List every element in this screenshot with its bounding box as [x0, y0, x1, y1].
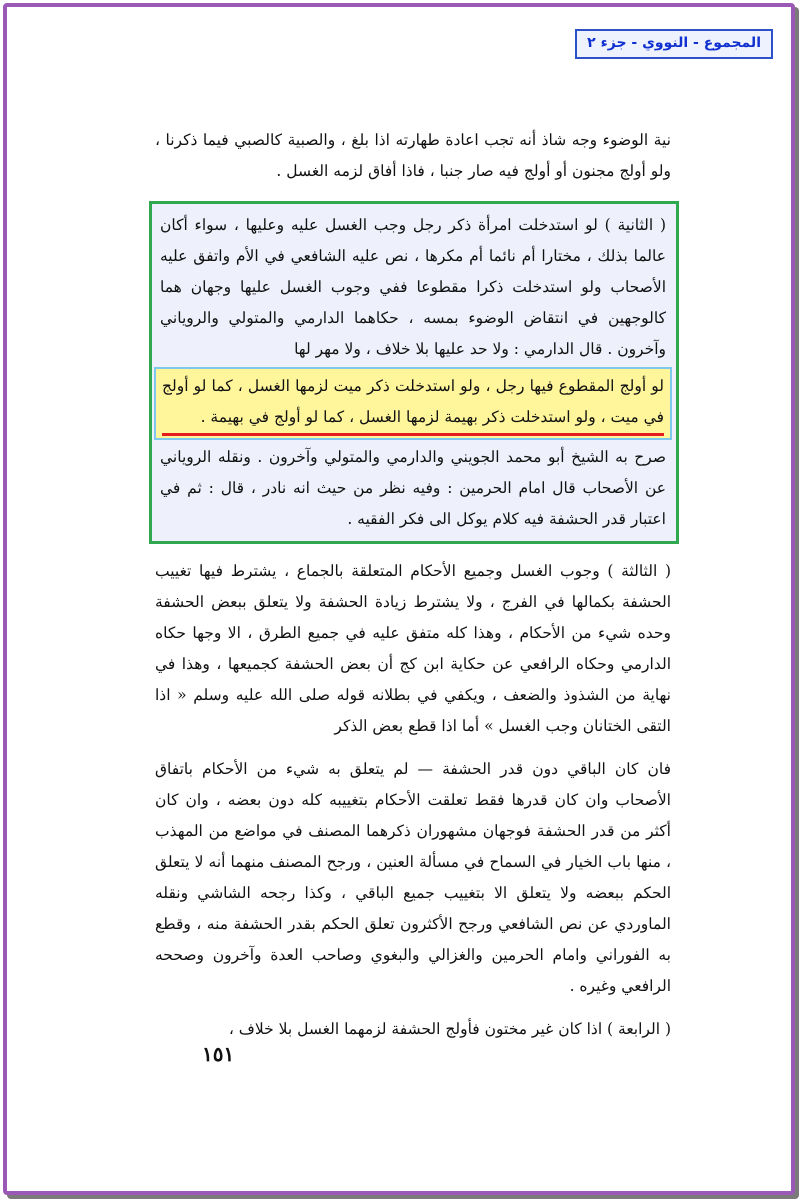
- red-underline: [162, 433, 664, 436]
- second-issue-continuation: صرح به الشيخ أبو محمد الجويني والدارمي والمتولي وآخرون . ونقله الروياني عن الأصحاب قال امام الحرمين : وفيه نظر من حيث انه نادر ، قال : ثم في اعتبار قدر الحشفة فيه كلام يوكل الى فكر الفقيه .: [160, 448, 666, 528]
- third-issue-paragraph: ( الثالثة ) وجوب الغسل وجميع الأحكام المتعلقة بالجماع ، يشترط فيها تغييب الحشفة بكمالها في الفرج ، ولا يشترط زيادة الحشفة ولا يتعلق ببعض الحشفة وحده شيء من الأحكام ، وهذا كله متفق عليه في جميع الطرق ، الا وجها حكاه الدارمي وحكاه الرافعي عن حكاية ابن كج أن بعض الحشفة كجميعها ، وهذا في نهاية من الشذوذ والضعف ، ويكفي في بطلانه قوله صلى الله عليه وسلم « اذا التقى الختانان وجب الغسل » أما اذا قطع بعض الذكر: [155, 562, 671, 735]
- book-title-badge: المجموع - النووي - جزء ٢: [575, 29, 773, 59]
- highlighted-text: لو أولج المقطوع فيها رجل ، ولو استدخلت ذكر ميت لزمها الغسل ، كما لو أولج في ميت ، ولو استدخلت ذكر بهيمة لزمها الغسل ، كما لو أولج في بهيمة .: [162, 377, 664, 426]
- intro-paragraph: نية الوضوء وجه شاذ أنه تجب اعادة طهارته اذا بلغ ، والصبية كالصبي فيما ذكرنا ، ولو أولج مجنون أو أولج فيه صار جنبا ، فاذا أفاق لزمه الغسل .: [155, 131, 671, 180]
- third-issue-paragraph-2: فان كان الباقي دون قدر الحشفة — لم يتعلق به شيء من الأحكام باتفاق الأصحاب وان كان قدرها فقط تعلقت الأحكام بتغييبه كله دون بعضه ، وان كان أكثر من قدر الحشفة فوجهان مشهوران ذكرهما المصنف في مواضع من المهذب ، منها باب الخيار في السماح في مسألة العنين ، ورجح المصنف منهما أنه لا يتعلق الحكم ببعضه ولا يتعلق الا بتغييب جميع الباقي ، وكذا رجحه الشاشي ونقله الماوردي عن نص الشافعي ورجح الأكثرون تعلق الحكم بقدر الحشفة منه ، وقطع به الفوراني وامام الحرمين والغزالي والبغوي وصاحب العدة وآخرون وصححه الرافعي وغيره .: [155, 760, 671, 995]
- second-issue-box: [149, 201, 679, 544]
- second-issue-text: ( الثانية ) لو استدخلت امرأة ذكر رجل وجب الغسل عليه وعليها ، سواء أكان عالما بذلك ، مختارا أم نائما أم مكرها ، نص عليه الشافعي في الأم واتفق عليه الأصحاب ولو استدخلت ذكرا مقطوعا ففي وجوب الغسل عليها وجهان هما كالوجهين في انتقاض الوضوء بمسه ، حكاهما الدارمي والمتولي والروياني وآخرون . قال الدارمي : ولا حد عليها بلا خلاف ، ولا مهر لها: [160, 216, 666, 358]
- text-page: [155, 125, 671, 1045]
- highlighted-passage: [154, 367, 672, 440]
- page-number: ١٥١: [202, 1042, 235, 1066]
- fourth-issue-line: ( الرابعة ) اذا كان غير مختون فأولج الحشفة لزمهما الغسل بلا خلاف ،: [228, 1020, 671, 1038]
- page-frame: [3, 3, 795, 1195]
